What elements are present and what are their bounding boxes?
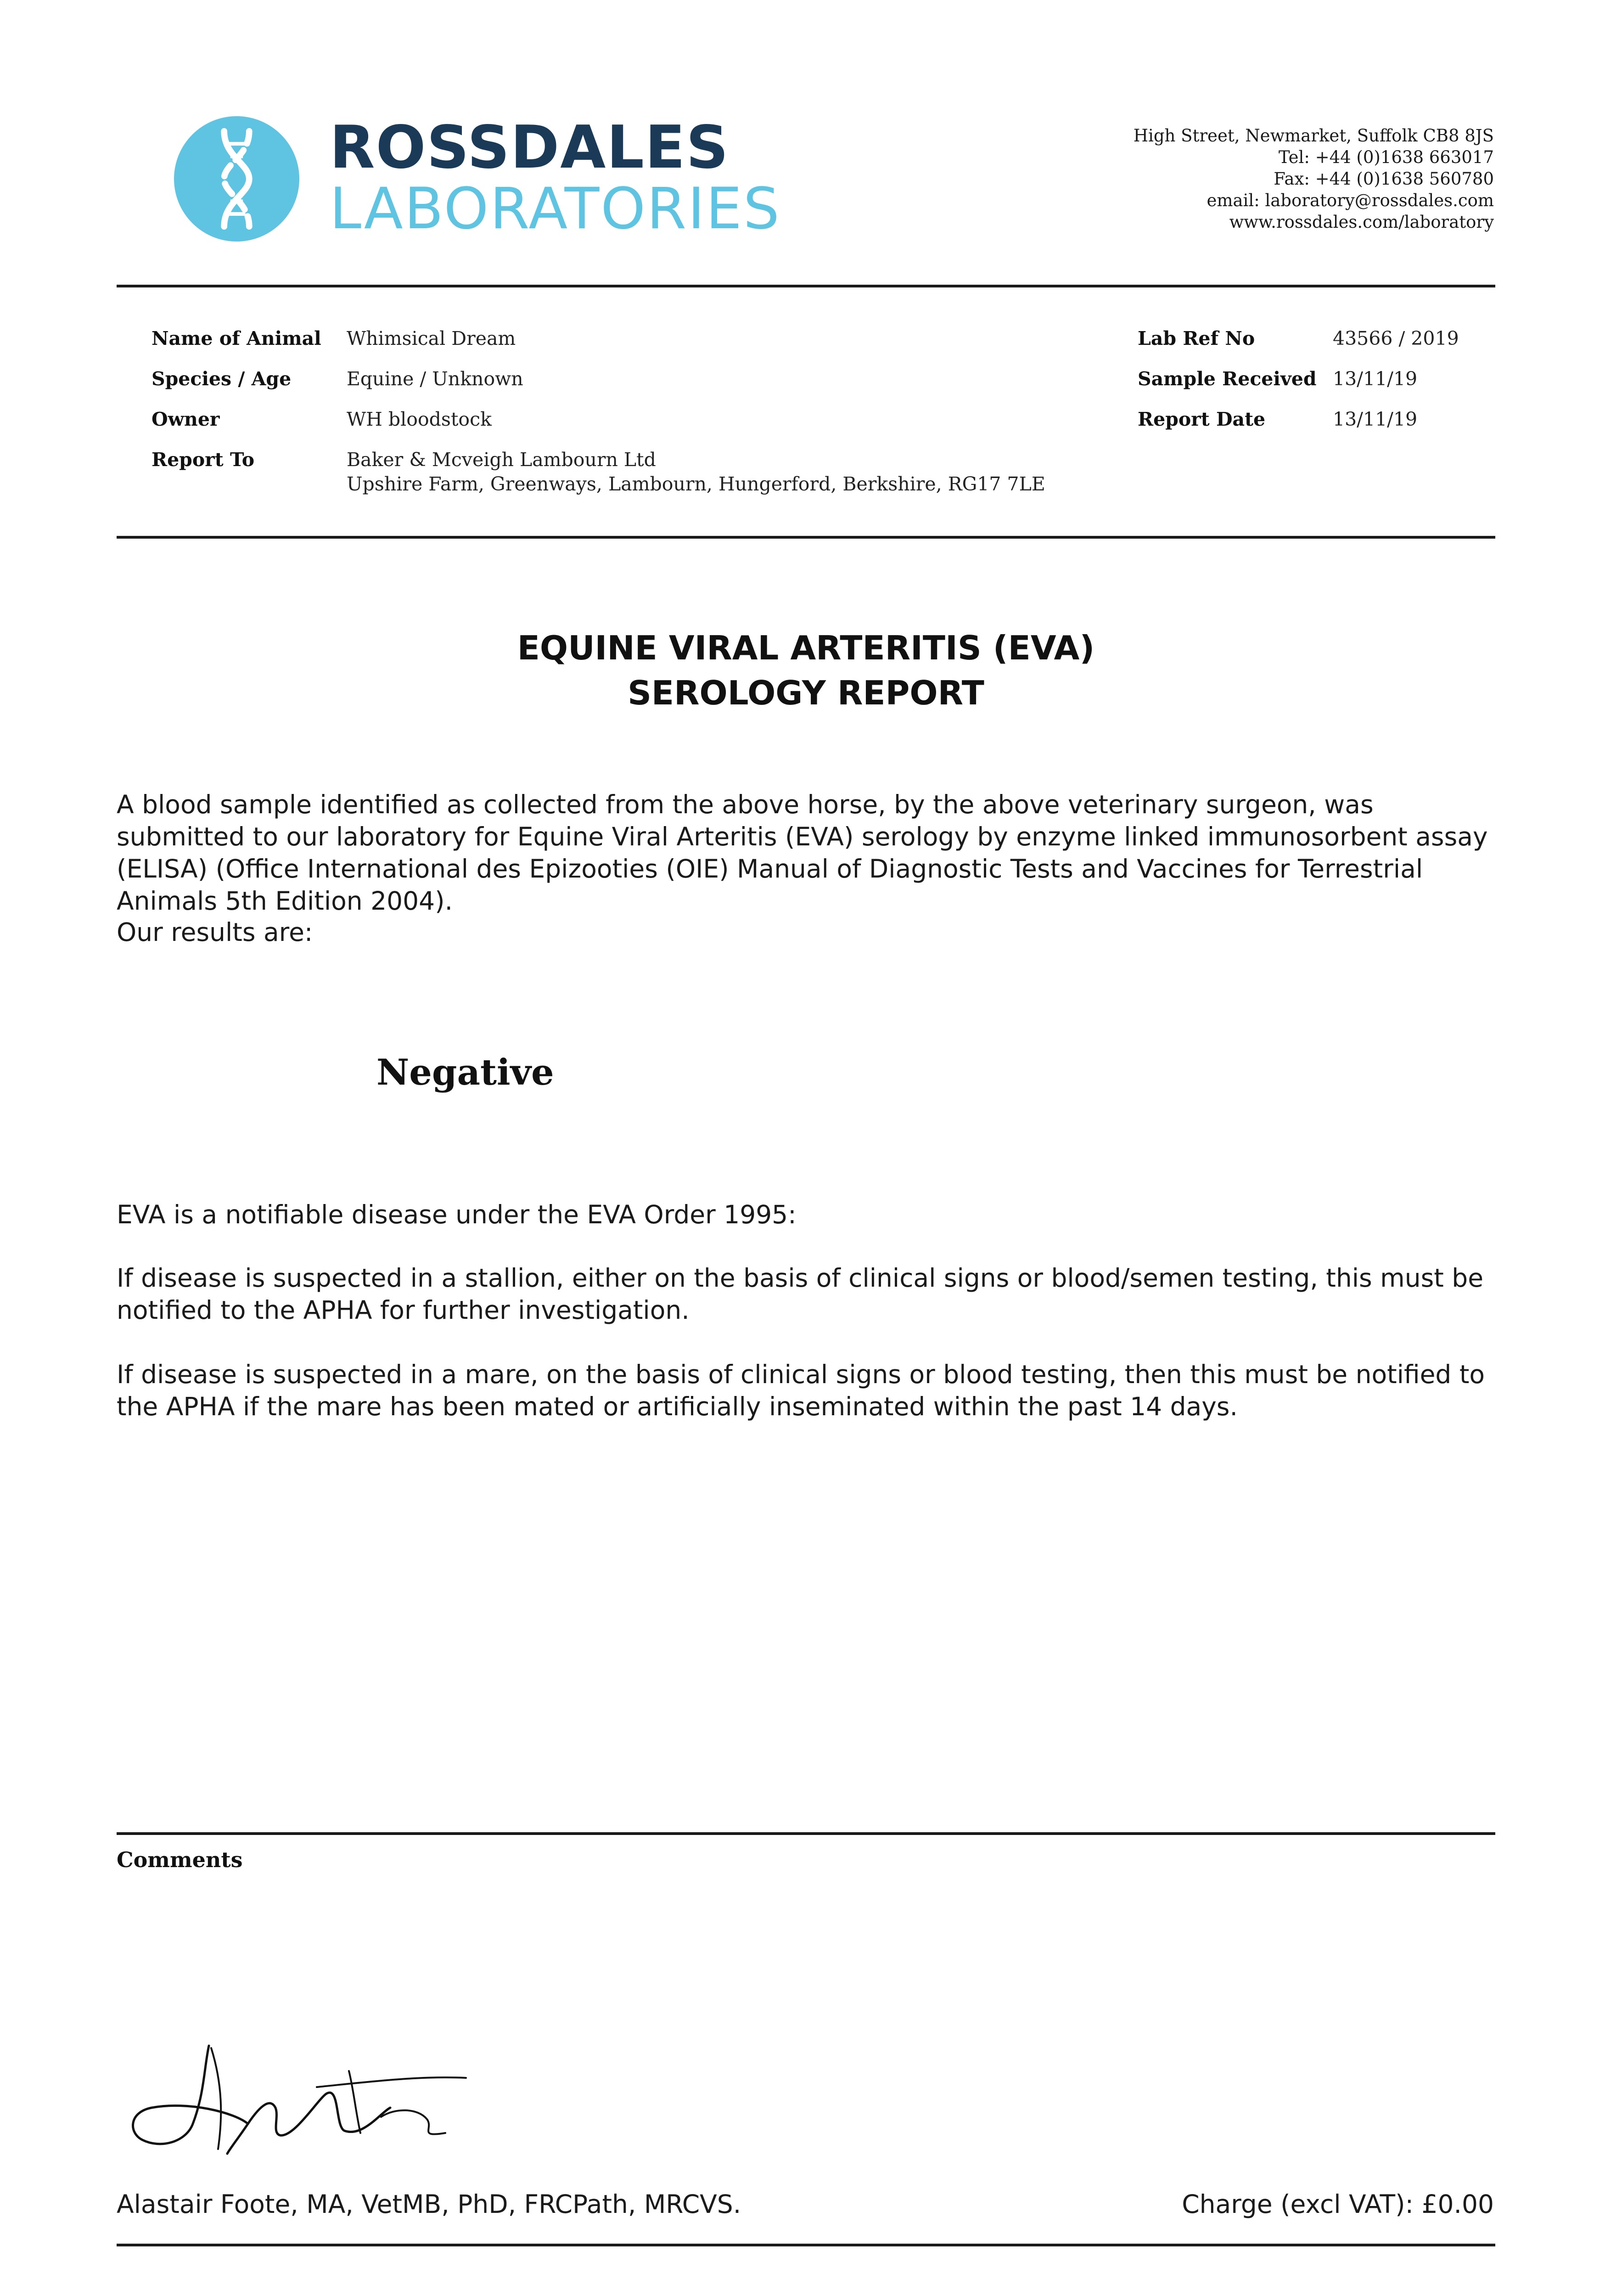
footer-divider <box>117 2244 1495 2246</box>
species-age-label: Species / Age <box>152 368 292 390</box>
lab-ref-value: 43566 / 2019 <box>1333 327 1459 349</box>
name-of-animal-label: Name of Animal <box>152 327 321 349</box>
header-divider <box>117 285 1495 287</box>
name-of-animal-value: Whimsical Dream <box>347 327 516 349</box>
result-value: Negative <box>376 1052 554 1093</box>
address-text: High Street, Newmarket, Suffolk CB8 8JS <box>1133 126 1494 146</box>
report-title <box>117 625 1495 715</box>
contact-block <box>989 125 1494 233</box>
mare-note: If disease is suspected in a mare, on the basis of clinical signs or blood testing, then this must be notified to the APHA if the mare has been mated or artificially inseminated within the past 14 days. <box>117 1360 1485 1421</box>
report-title-line1: EQUINE VIRAL ARTERITIS (EVA) <box>517 629 1095 667</box>
comments-divider <box>117 1832 1495 1835</box>
notifiable-text: EVA is a notifiable disease under the EVA Order 1995: <box>117 1200 797 1229</box>
brand-name: ROSSDALES <box>330 113 730 182</box>
brand-subtitle: LABORATORIES <box>330 176 781 242</box>
owner-label: Owner <box>152 408 220 430</box>
dna-helix-icon <box>174 116 299 242</box>
website-link[interactable]: www.rossdales.com/laboratory <box>1229 212 1494 232</box>
species-age-value: Equine / Unknown <box>347 368 523 390</box>
signatory-name: Alastair Foote, MA, VetMB, PhD, FRCPath, MRCVS. <box>117 2189 741 2219</box>
stallion-note: If disease is suspected in a stallion, either on the basis of clinical signs or blood/semen testing, this must be notified to the APHA for further investigation. <box>117 1263 1484 1325</box>
report-to-label: Report To <box>152 449 255 471</box>
signature-image <box>124 2039 473 2163</box>
report-title-line2: SEROLOGY REPORT <box>628 674 984 712</box>
results-intro: Our results are: <box>117 917 313 947</box>
report-to-line2: Upshire Farm, Greenways, Lambourn, Hungerford, Berkshire, RG17 7LE <box>347 473 1045 495</box>
report-date-value: 13/11/19 <box>1333 408 1418 430</box>
charge-text: Charge (excl VAT): £0.00 <box>1182 2189 1494 2219</box>
intro-paragraph: A blood sample identified as collected from the above horse, by the above veterinary surgeon, was submitted to our laboratory for Equine Viral Arteritis (EVA) serology by enzyme linked immunosorbent assay (ELISA) (Office International des Epizooties (OIE) Manual of Diagnostic Tests and Vaccines for Terrestrial Animals 5th Edition 2004). <box>117 790 1488 916</box>
info-divider <box>117 536 1495 539</box>
sample-received-value: 13/11/19 <box>1333 368 1418 390</box>
tel-text: Tel: +44 (0)1638 663017 <box>1278 147 1494 167</box>
lab-ref-label: Lab Ref No <box>1138 327 1255 349</box>
comments-label: Comments <box>117 1847 243 1872</box>
fax-text: Fax: +44 (0)1638 560780 <box>1274 169 1494 189</box>
email-link[interactable]: email: laboratory@rossdales.com <box>1207 191 1494 210</box>
sample-received-label: Sample Received <box>1138 368 1317 390</box>
owner-value: WH bloodstock <box>347 408 492 430</box>
report-to-line1: Baker & Mcveigh Lambourn Ltd <box>347 449 656 471</box>
report-date-label: Report Date <box>1138 408 1266 430</box>
